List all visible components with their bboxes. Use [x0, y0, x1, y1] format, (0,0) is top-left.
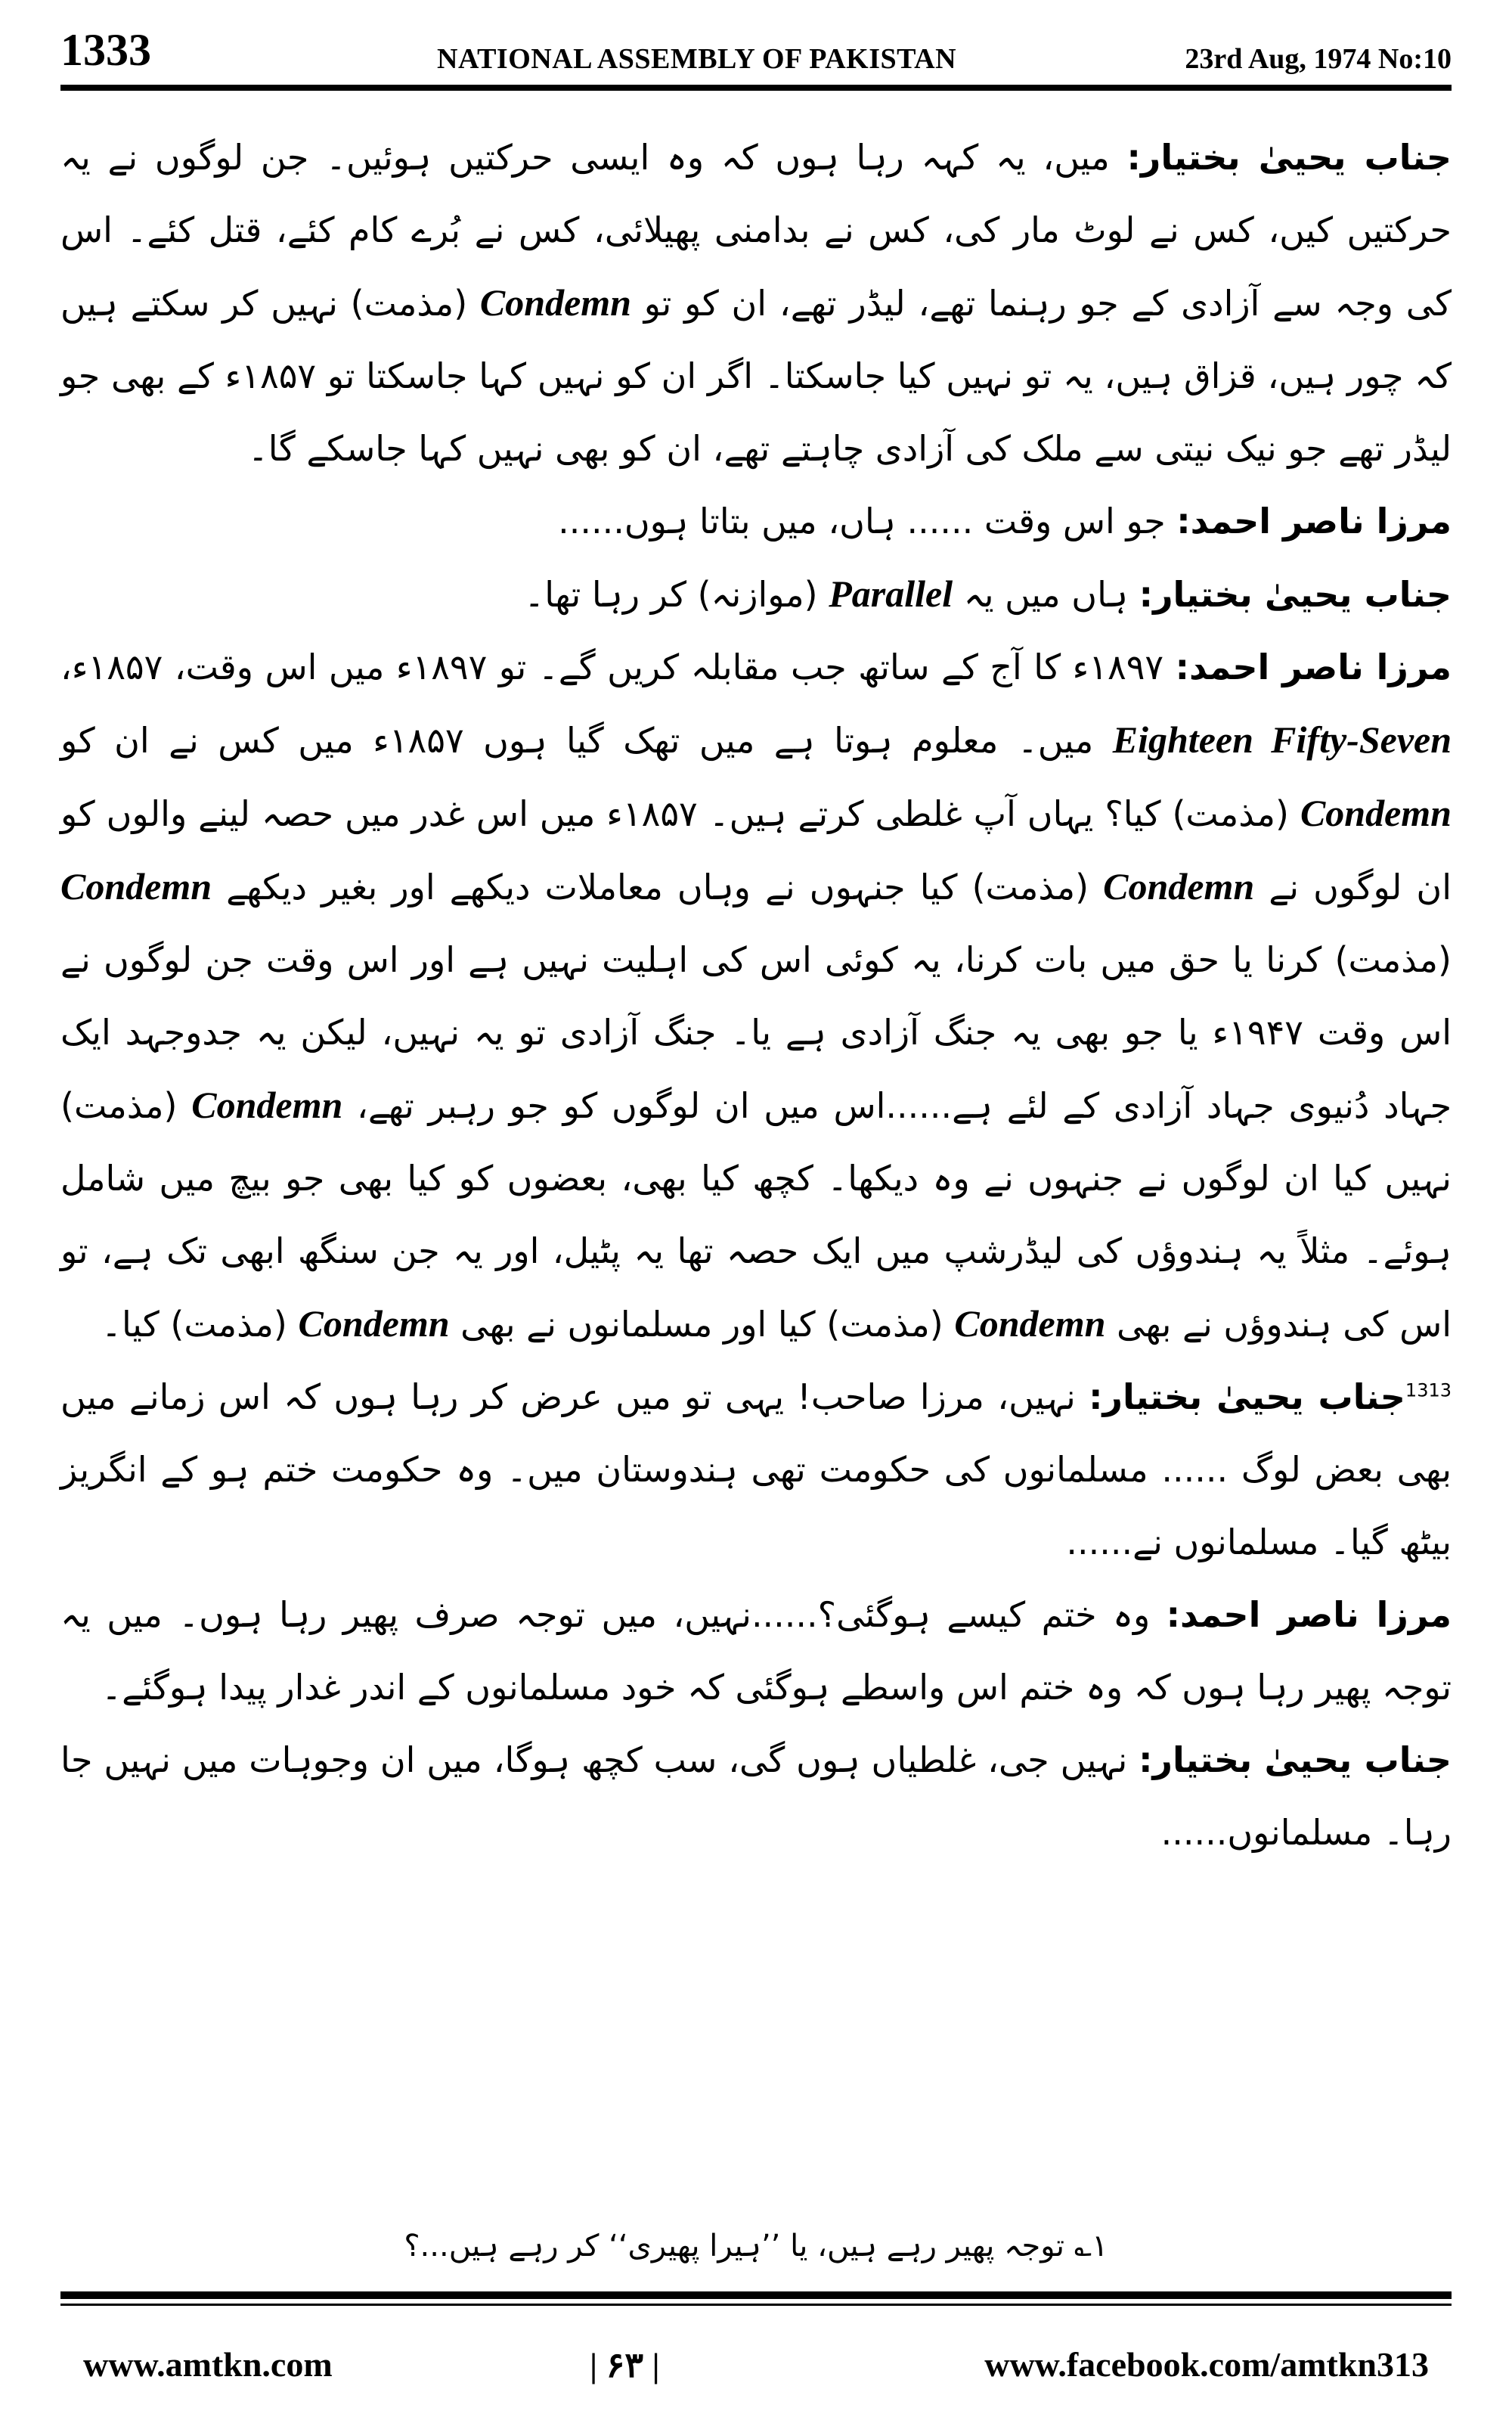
english-term: Condemn [298, 1302, 450, 1345]
page-marker: 1313 [1405, 1379, 1452, 1401]
speech-text: (مذمت) نہیں کر سکتے ہیں کہ چور ہیں، قزاق ہیں، یہ تو نہیں کیا جاسکتا۔ اگر ان کو نہیں کہا جاسکتا تو ۱۸۵۷ء کے بھی جو لیڈر تھے جو نیک نیتی سے ملک کی آزادی چاہتے تھے، ان کو بھی نہیں کہا جاسکے گا۔ [60, 283, 1452, 469]
page-footer [60, 2344, 1452, 2405]
english-term: Parallel [829, 572, 953, 615]
issue-date: 23rd Aug, 1974 No:10 [1185, 43, 1452, 75]
paragraph-1 [60, 121, 1452, 485]
paragraph-6 [60, 1578, 1452, 1723]
paragraph-2 [60, 485, 1452, 557]
facebook-link[interactable]: www.facebook.com/amtkn313 [984, 2345, 1429, 2384]
speech-text: (مذمت) کیا۔ [101, 1304, 299, 1345]
english-term: Eighteen Fifty-Seven [1112, 718, 1452, 761]
paragraph-5 [60, 1360, 1452, 1578]
speech-text: ۱۸۹۷ء کا آج کے ساتھ جب مقابلہ کریں گے۔ تو ۱۸۹۷ء میں اس وقت، ۱۸۵۷ء، [60, 647, 1176, 687]
footer-divider [60, 2291, 1452, 2299]
speech-text: میں۔ معلوم ہوتا ہے میں تھک گیا ہوں ۱۸۵۷ء میں کس نے ان کو [60, 720, 1113, 761]
local-page-number: | ۶۳ | [590, 2346, 660, 2384]
english-term: Condemn [60, 865, 212, 908]
journal-title: NATIONAL ASSEMBLY OF PAKISTAN [437, 43, 957, 75]
page-header [30, 24, 1482, 92]
page-number: 1333 [60, 25, 151, 75]
paragraph-3 [60, 557, 1452, 631]
paragraph-7 [60, 1723, 1452, 1869]
speech-text: (مذمت) کرنا یا حق میں بات کرنا، یہ کوئی اس کی اہلیت نہیں ہے اور اس وقت جن لوگوں نے اس وقت ۱۹۴۷ء یا جو بھی یہ جنگ آزادی ہے یا۔ جنگ آزادی تو یہ نہیں، لیکن یہ جدوجہد ایک جہاد دُنیوی جہاد آزادی کے لئے ہے......اس میں ان لوگوں کو جو رہبر تھے، [60, 939, 1452, 1126]
speaker-name: جناب یحییٰ بختیار: [1126, 137, 1452, 178]
english-term: Condemn [191, 1084, 343, 1126]
english-term: Condemn [479, 281, 631, 324]
speaker-name: مرزا ناصر احمد: [1176, 501, 1452, 541]
english-term: Condemn [1300, 792, 1452, 834]
speech-text: (مذمت) کیا؟ یہاں آپ غلطی کرتے ہیں۔ ۱۸۵۷ء میں اس غدر میں حصہ لینے والوں کو ان لوگوں نے [60, 793, 1452, 908]
transcript-body [60, 121, 1452, 1869]
speaker-name: مرزا ناصر احمد: [1166, 1594, 1452, 1635]
english-term: Condemn [954, 1302, 1106, 1345]
speech-text: میں، یہ کہہ رہا ہوں کہ وہ ایسی حرکتیں ہوئیں۔ جن لوگوں نے یہ حرکتیں کیں، کس نے لوٹ مار کی، کس نے بدامنی پھیلائی، کس نے بُرے کام کئے، قتل کئے۔ اس کی وجہ سے آزادی کے جو رہنما تھے، لیڈر تھے، ان کو تو [60, 137, 1452, 324]
speech-text: (مذمت) کیا جنہوں نے وہاں معاملات دیکھے اور بغیر دیکھے [212, 867, 1104, 908]
footnote: ۱؎ توجہ پھیر رہے ہیں، یا ’’ہیرا پھیری‘‘ کر رہے ہیں...؟ [404, 2229, 1108, 2263]
speech-text: (مذمت) نہیں کیا ان لوگوں نے جنہوں نے وہ دیکھا۔ کچھ کیا بھی، بعضوں کو کیا بھی جو بیچ میں شامل ہوئے۔ مثلاً یہ ہندوؤں کی لیڈرشپ میں ایک حصہ تھا یہ پٹیل، اور یہ جن سنگھ ابھی تک ہے، تو اس کی ہندوؤں نے بھی [60, 1085, 1452, 1345]
speaker-name: جناب یحییٰ بختیار: [1139, 1739, 1452, 1780]
website-link[interactable]: www.amtkn.com [83, 2345, 333, 2384]
speaker-name: جناب یحییٰ بختیار: [1089, 1376, 1405, 1417]
speaker-name: جناب یحییٰ بختیار: [1139, 574, 1452, 615]
paragraph-4 [60, 631, 1452, 1360]
speech-text: نہیں، مرزا صاحب! یہی تو میں عرض کر رہا ہوں کہ اس زمانے میں بھی بعض لوگ ...... مسلمانوں کی حکومت تھی ہندوستان میں۔ وہ حکومت ختم ہو کے انگریز بیٹھ گیا۔ مسلمانوں نے...... [60, 1376, 1452, 1562]
speech-text: ہاں میں یہ [953, 574, 1139, 615]
speaker-name: مرزا ناصر احمد: [1175, 647, 1452, 687]
speech-text: وہ ختم کیسے ہوگئی؟......نہیں، میں توجہ صرف پھیر رہا ہوں۔ میں یہ توجہ پھیر رہا ہوں کہ وہ ختم اس واسطے ہوگئی کہ خود مسلمانوں کے اندر غدار پیدا ہوگئے۔ [60, 1594, 1452, 1708]
speech-text: نہیں جی، غلطیاں ہوں گی، سب کچھ ہوگا، میں ان وجوہات میں نہیں جا رہا۔ مسلمانوں...... [60, 1739, 1452, 1853]
header-divider [60, 85, 1452, 91]
speech-text: (موازنہ) کر رہا تھا۔ [524, 574, 829, 615]
english-term: Condemn [1103, 865, 1255, 908]
speech-text: (مذمت) کیا اور مسلمانوں نے بھی [449, 1304, 955, 1345]
speech-text: جو اس وقت ...... ہاں، میں بتاتا ہوں...... [558, 501, 1177, 541]
footer-divider-thin [60, 2304, 1452, 2306]
